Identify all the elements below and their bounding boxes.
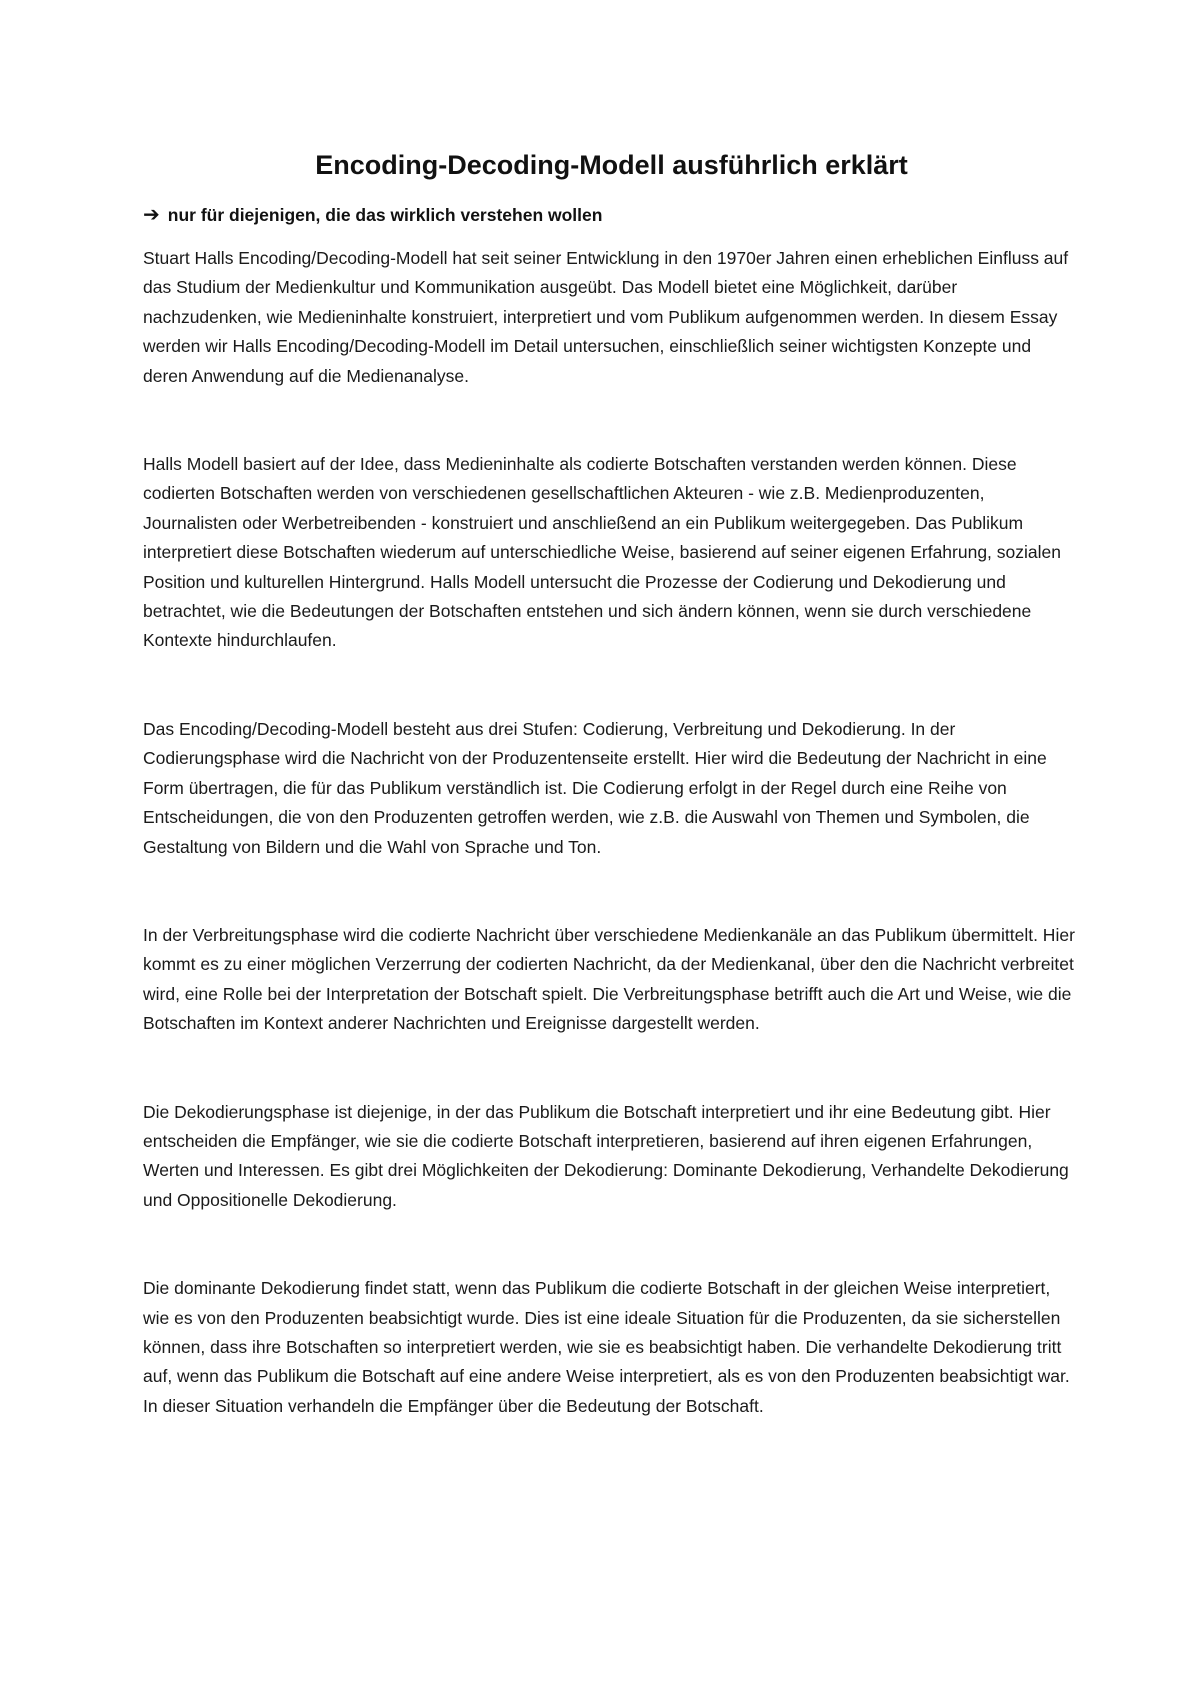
document-subtitle bbox=[143, 202, 1080, 228]
subtitle-text: nur für diejenigen, die das wirklich verstehen wollen bbox=[167, 205, 603, 225]
paragraph-intro: Stuart Halls Encoding/Decoding-Modell hat seit seiner Entwicklung in den 1970er Jahren einen erheblichen Einfluss auf das Studium der Medienkultur und Kommunikation ausgeübt. Das Modell bietet eine Möglichkeit, darüber nachzudenken, wie Medieninhalte konstruiert, interpretiert und vom Publikum aufgenommen werden. In diesem Essay werden wir Halls Encoding/Decoding-Modell im Detail untersuchen, einschließlich seiner wichtigsten Konzepte und deren Anwendung auf die Medienanalyse. bbox=[143, 248, 1069, 386]
paragraph-coded-messages: Halls Modell basiert auf der Idee, dass Medieninhalte als codierte Botschaften verstanden werden können. Diese codierten Botschaften werden von verschiedenen gesellschaftlichen Akteuren - wie z.B. Medienproduzenten, Journalisten oder Werbetreibenden - konstruiert und anschließend an ein Publikum weitergegeben. Das Publikum interpretiert diese Botschaften wiederum auf unterschiedliche Weise, basierend auf seiner eigenen Erfahrung, sozialen Position und kulturellen Hintergrund. Halls Modell untersucht die Prozesse der Codierung und Dekodierung und betrachtet, wie die Bedeutungen der Botschaften entstehen und sich ändern können, wenn sie durch verschiedene Kontexte hindurchlaufen. bbox=[143, 454, 1061, 651]
document-title: Encoding-Decoding-Modell ausführlich erklärt bbox=[315, 150, 908, 180]
paragraph-three-stages: Das Encoding/Decoding-Modell besteht aus drei Stufen: Codierung, Verbreitung und Dekodierung. In der Codierungsphase wird die Nachricht von der Produzentenseite erstellt. Hier wird die Bedeutung der Nachricht in eine Form übertragen, die für das Publikum verständlich ist. Die Codierung erfolgt in der Regel durch eine Reihe von Entscheidungen, die von den Produzenten getroffen werden, wie z.B. die Auswahl von Themen und Symbolen, die Gestaltung von Bildern und die Wahl von Sprache und Ton. bbox=[143, 718, 1047, 857]
paragraph-decoding-phase: Die Dekodierungsphase ist diejenige, in der das Publikum die Botschaft interpretiert und ihr eine Bedeutung gibt. Hier entscheiden die Empfänger, wie sie die codierte Botschaft interpretieren, basierend auf ihren eigenen Erfahrungen, Werten und Interessen. Es gibt drei Möglichkeiten der Dekodierung: Dominante Dekodierung, Verhandelte Dekodierung und Oppositionelle Dekodierung. bbox=[143, 1101, 1069, 1210]
arrow-right-icon: ➔ bbox=[143, 204, 160, 226]
paragraph-dominant-decoding: Die dominante Dekodierung findet statt, wenn das Publikum die codierte Botschaft in der gleichen Weise interpretiert, wie es von den Produzenten beabsichtigt wurde. Dies ist eine ideale Situation für die Produzenten, da sie sicherstellen können, dass ihre Botschaften so interpretiert werden, wie sie es beabsichtigt haben. Die verhandelte Dekodierung tritt auf, wenn das Publikum die Botschaft auf eine andere Weise interpretiert, als es von den Produzenten beabsichtigt war. In dieser Situation verhandeln die Empfänger über die Bedeutung der Botschaft. bbox=[143, 1278, 1070, 1416]
paragraph-distribution-phase: In der Verbreitungsphase wird die codierte Nachricht über verschiedene Medienkanäle an das Publikum übermittelt. Hier kommt es zu einer möglichen Verzerrung der codierten Nachricht, da der Medienkanal, über den die Nachricht verbreitet wird, eine Rolle bei der Interpretation der Botschaft spielt. Die Verbreitungsphase betrifft auch die Art und Weise, wie die Botschaften im Kontext anderer Nachrichten und Ereignisse dargestellt werden. bbox=[143, 924, 1075, 1034]
